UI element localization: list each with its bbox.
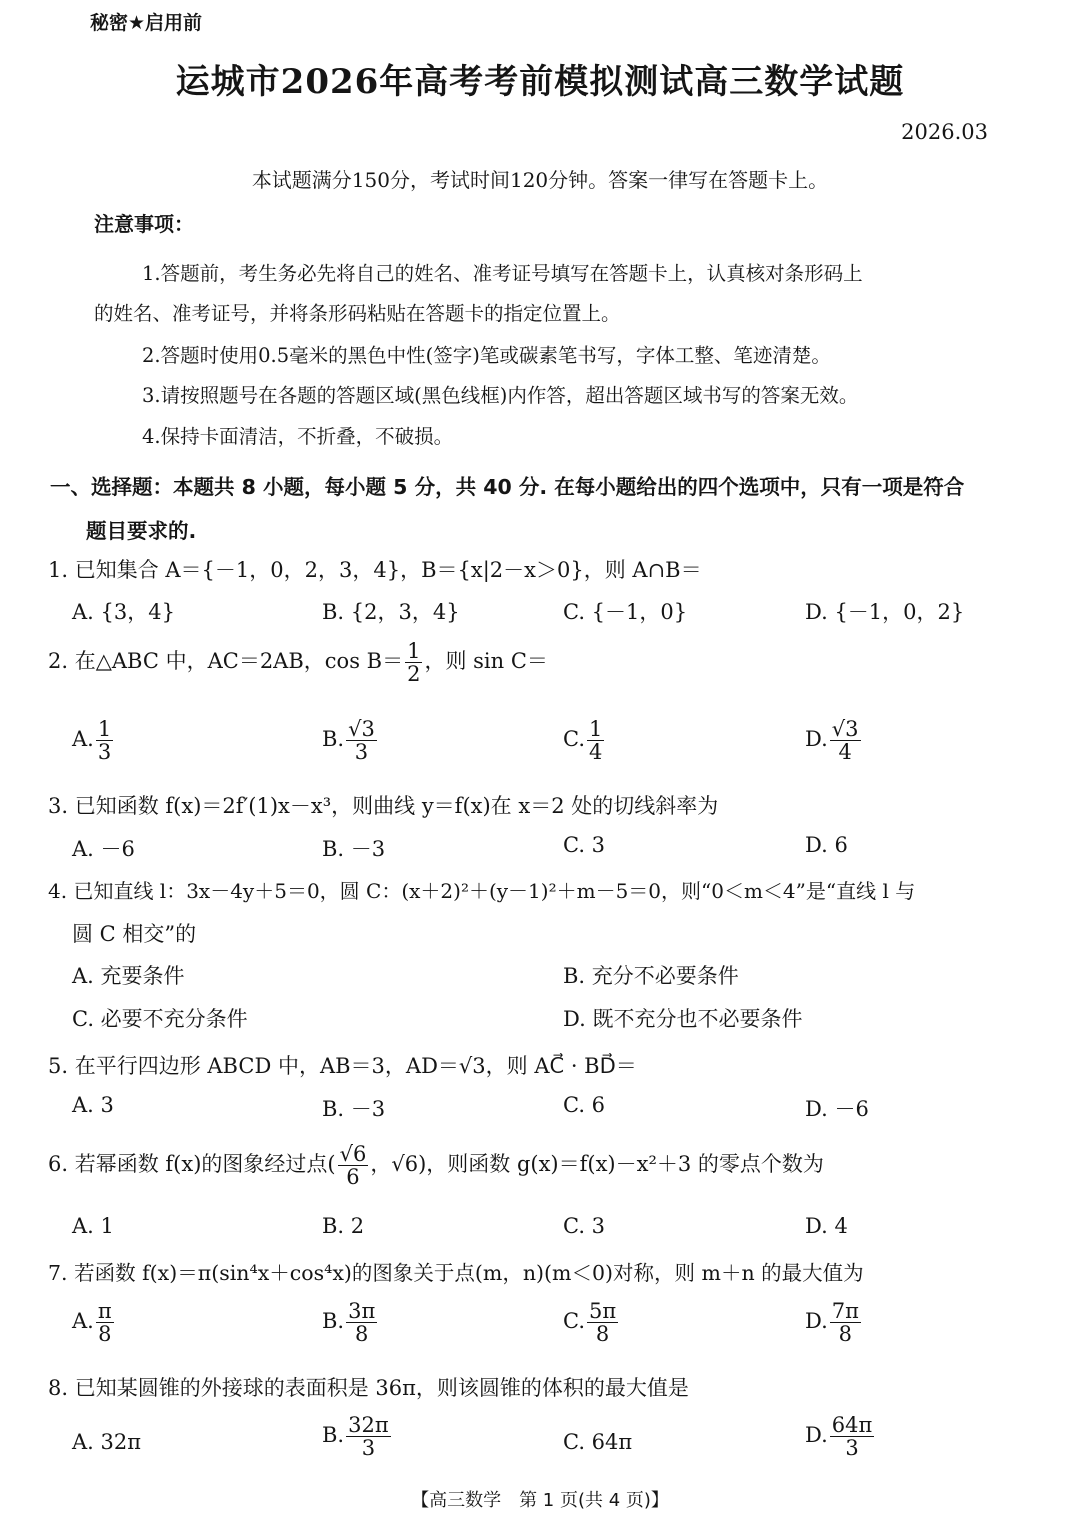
fraction-denominator: 6 — [346, 1165, 360, 1190]
fraction-denominator: 8 — [98, 1322, 112, 1347]
fraction-denominator: 3 — [845, 1436, 859, 1461]
question-1-option-c: C. {－1，0} — [563, 600, 688, 624]
fraction-denominator: 8 — [355, 1322, 369, 1347]
fraction-numerator: π — [97, 1299, 112, 1323]
question-7-option-a — [72, 1300, 116, 1345]
section-1-heading-line-2: 题目要求的. — [86, 519, 197, 543]
option-label: C. — [563, 727, 585, 752]
question-4-option-c: C. 必要不充分条件 — [72, 1007, 248, 1031]
option-label: B. — [322, 1309, 345, 1334]
option-label: D. — [805, 1309, 828, 1334]
question-5-option-b: B. －3 — [322, 1097, 386, 1121]
fraction-denominator: 3 — [97, 740, 112, 765]
fraction-numerator: 3π — [348, 1299, 376, 1323]
option-label: D. — [805, 727, 828, 752]
question-4-option-b: B. 充分不必要条件 — [563, 964, 739, 988]
question-8-option-a: A. 32π — [72, 1430, 142, 1454]
question-8-stem: 8. 已知某圆锥的外接球的表面积是 36π，则该圆锥的体积的最大值是 — [48, 1376, 689, 1400]
fraction — [346, 1414, 391, 1459]
fraction-numerator: 64π — [831, 1413, 873, 1437]
question-8-option-d — [805, 1414, 876, 1459]
question-2-stem-end: ，则 sin C＝ — [424, 649, 548, 674]
fraction-numerator: √3 — [831, 717, 859, 741]
question-1-option-a: A. {3，4} — [72, 600, 175, 624]
fraction-denominator: 8 — [595, 1322, 610, 1347]
fraction — [830, 1414, 875, 1459]
question-6-stem — [48, 1143, 824, 1188]
question-5-option-c: C. 6 — [563, 1093, 606, 1117]
notice-item-4: 4.保持卡面清洁，不折叠，不破损。 — [142, 425, 454, 448]
fraction — [96, 718, 113, 763]
fraction-numerator: 1 — [589, 717, 603, 741]
option-label: C. — [563, 1309, 585, 1334]
fraction-denominator: 3 — [361, 1436, 376, 1461]
fraction-denominator: 2 — [407, 662, 421, 687]
question-7-option-b — [322, 1300, 379, 1345]
fraction — [346, 1300, 377, 1345]
question-2-option-c — [563, 718, 606, 763]
question-8-option-c: C. 64π — [563, 1430, 633, 1454]
fraction — [96, 1300, 114, 1345]
question-6-stem-end: ，√6)，则函数 g(x)＝f(x)－x²＋3 的零点个数为 — [370, 1152, 824, 1177]
fraction-numerator: 32π — [348, 1413, 389, 1437]
question-2-option-a — [72, 718, 115, 763]
question-7-option-d — [805, 1300, 863, 1345]
question-7-option-c — [563, 1300, 620, 1345]
question-3-option-b: B. －3 — [322, 837, 386, 861]
fraction-denominator: 4 — [589, 740, 603, 765]
question-6-stem-text: 6. 若幂函数 f(x)的图象经过点( — [48, 1152, 336, 1177]
exam-date: 2026.03 — [901, 120, 988, 144]
confidential-label: 秘密★启用前 — [90, 12, 203, 34]
question-3-stem: 3. 已知函数 f(x)＝2f′(1)x－x³，则曲线 y＝f(x)在 x＝2 处的切线斜率为 — [48, 794, 719, 818]
question-7-stem: 7. 若函数 f(x)＝π(sin⁴x＋cos⁴x)的图象关于点(m，n)(m＜0)对称，则 m＋n 的最大值为 — [48, 1261, 864, 1285]
question-1-option-b: B. {2，3，4} — [322, 600, 460, 624]
fraction — [405, 640, 422, 685]
question-8-option-b — [322, 1414, 393, 1459]
exam-intro: 本试题满分150分，考试时间120分钟。答案一律写在答题卡上。 — [251, 168, 829, 192]
fraction — [830, 1300, 861, 1345]
fraction — [346, 718, 377, 763]
question-2-stem-text: 2. 在△ABC 中，AC＝2AB，cos B＝ — [48, 649, 404, 674]
fraction — [587, 1300, 618, 1345]
question-2-option-d — [805, 718, 863, 763]
option-label: A. — [72, 1309, 94, 1334]
question-3-option-a: A. －6 — [72, 837, 135, 861]
question-5-option-a: A. 3 — [72, 1093, 114, 1117]
fraction-numerator: 5π — [589, 1299, 617, 1323]
question-1-option-d: D. {－1，0，2} — [805, 600, 965, 624]
question-4-option-d: D. 既不充分也不必要条件 — [563, 1007, 803, 1031]
fraction-numerator: 1 — [97, 717, 112, 741]
question-5-stem: 5. 在平行四边形 ABCD 中，AB＝3，AD＝√3，则 AC⃗ · BD⃗＝ — [48, 1054, 637, 1078]
option-label: B. — [322, 1423, 345, 1448]
question-3-option-d: D. 6 — [805, 833, 848, 857]
question-1-stem: 1. 已知集合 A＝{－1，0，2，3，4}，B＝{x|2－x＞0}，则 A∩B＝ — [48, 558, 702, 582]
fraction-numerator: 7π — [831, 1299, 859, 1323]
notice-heading: 注意事项： — [94, 212, 194, 236]
fraction — [338, 1143, 369, 1188]
fraction — [587, 718, 604, 763]
exam-title: 运城市2026年高考考前模拟测试高三数学试题 — [175, 62, 905, 102]
notice-item-2: 2.答题时使用0.5毫米的黑色中性(签字)笔或碳素笔书写，字体工整、笔迹清楚。 — [142, 344, 831, 367]
option-label: D. — [805, 1423, 828, 1448]
fraction-numerator: √6 — [339, 1142, 367, 1166]
notice-item-1-line-1: 1.答题前，考生务必先将自己的姓名、准考证号填写在答题卡上，认真核对条形码上 — [142, 262, 863, 285]
notice-item-3: 3.请按照题号在各题的答题区域(黑色线框)内作答，超出答题区域书写的答案无效。 — [142, 384, 859, 407]
question-4-stem: 4. 已知直线 l：3x－4y＋5＝0，圆 C：(x＋2)²＋(y－1)²＋m－5＝0，则“0＜m＜4”是“直线 l 与 — [48, 879, 916, 903]
question-4-stem-line-2: 圆 C 相交”的 — [72, 922, 197, 946]
question-3-option-c: C. 3 — [563, 833, 606, 857]
fraction-numerator: 1 — [407, 639, 421, 663]
fraction-numerator: √3 — [348, 717, 375, 741]
option-label: B. — [322, 727, 345, 752]
question-6-option-b: B. 2 — [322, 1214, 365, 1238]
page-footer: 【高三数学 第 1 页(共 4 页)】 — [411, 1490, 669, 1511]
question-5-option-d: D. －6 — [805, 1097, 869, 1121]
question-2-option-b — [322, 718, 379, 763]
question-6-option-a: A. 1 — [72, 1214, 114, 1238]
question-4-option-a: A. 充要条件 — [72, 964, 185, 988]
fraction-denominator: 3 — [354, 740, 369, 765]
fraction — [830, 718, 861, 763]
notice-item-1-line-2: 的姓名、准考证号，并将条形码粘贴在答题卡的指定位置上。 — [94, 302, 621, 325]
question-6-option-c: C. 3 — [563, 1214, 606, 1238]
section-1-heading: 一、选择题：本题共 8 小题，每小题 5 分，共 40 分. 在每小题给出的四个选项中，只有一项是符合 — [50, 475, 965, 499]
fraction-denominator: 8 — [838, 1322, 853, 1347]
fraction-denominator: 4 — [838, 740, 852, 765]
question-2-stem — [48, 640, 548, 685]
question-6-option-d: D. 4 — [805, 1214, 848, 1238]
option-label: A. — [72, 727, 94, 752]
